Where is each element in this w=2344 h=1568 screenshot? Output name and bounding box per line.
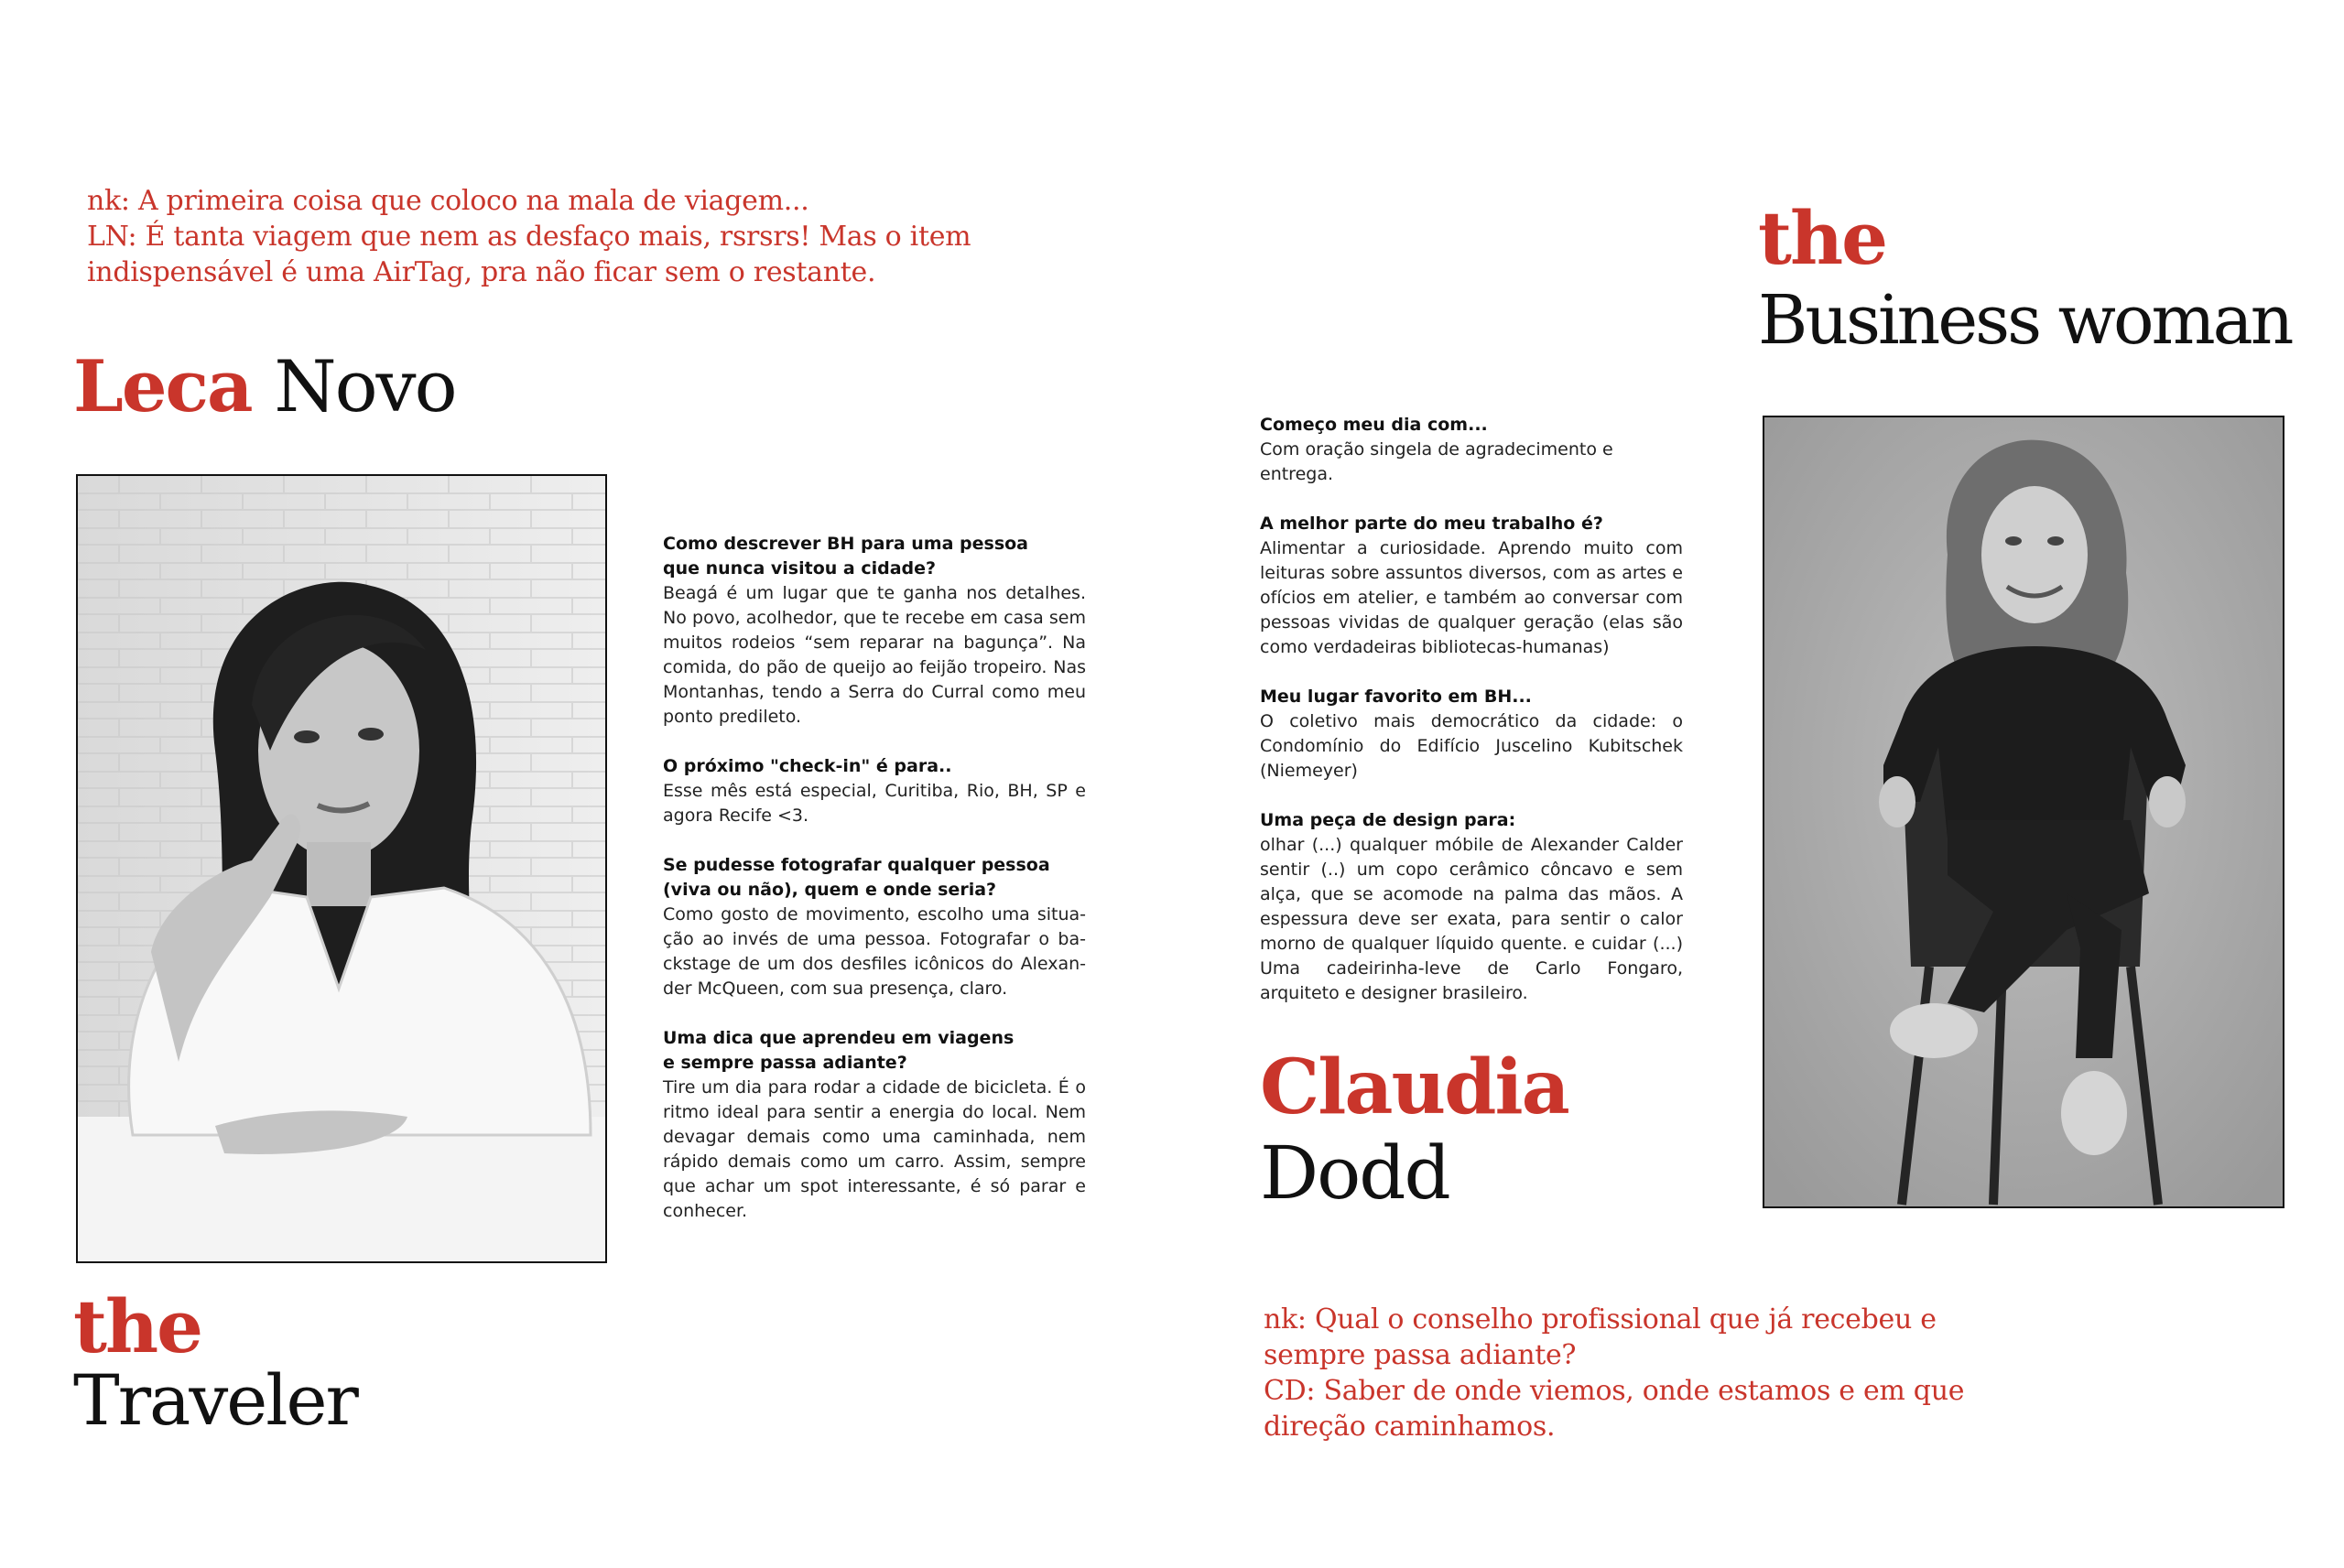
right-quote-line1: nk: Qual o conselho profissional que já recebeu e: [1264, 1303, 1937, 1336]
right-qa-question: Começo meu dia com...: [1260, 415, 1488, 435]
left-tag: [73, 1283, 357, 1441]
left-qa-block: [663, 1026, 1086, 1224]
right-qa-answer: Alimentar a curiosidade. Aprendo muito com leituras sobre assuntos diversos, com as artes e ofícios em atelier, e também ao conversar com pessoas vividas de qualquer geração (elas são como verdadeiras bibliotecas-humanas): [1260, 538, 1683, 657]
right-name-heading: [1260, 1044, 1568, 1216]
right-qa-block: [1260, 512, 1683, 660]
left-qa-answer: Beagá é um lugar que te ganha nos detalhes. No povo, acolhedor, que te recebe em casa sem muitos rodeios “sem reparar na bagunça”. Na comida, do pão de queijo ao feijão tropeiro. Nas Montanhas, tendo a Serra do Curral como meu ponto predileto.: [663, 583, 1086, 727]
right-quote-line4: direção caminhamos.: [1264, 1411, 1556, 1443]
right-qa-question: Meu lugar favorito em BH...: [1260, 687, 1532, 707]
right-quote-line3: CD: Saber de onde viemos, onde estamos e em que: [1264, 1375, 1965, 1407]
portrait-photo-icon: [1764, 417, 2283, 1206]
left-qa-answer: Esse mês está especial, Curitiba, Rio, BH, SP e agora Recife <3.: [663, 781, 1086, 826]
right-portrait-photo: [1763, 416, 2284, 1208]
left-qa-question: Como descrever BH para uma pessoa: [663, 534, 1028, 554]
right-tag: [1758, 197, 2291, 362]
right-qa-question: A melhor parte do meu trabalho é?: [1260, 514, 1603, 534]
left-tag-role: Traveler: [73, 1359, 357, 1441]
left-name-first: Leca: [73, 345, 252, 428]
right-bottom-quote: [1264, 1302, 1964, 1444]
left-qa-block: [663, 532, 1086, 730]
right-qa-answer: O coletivo mais democrático da cidade: o Condomínio do Edifício Juscelino Kubitschek (Niemeyer): [1260, 711, 1683, 781]
left-qa-question: Se pudesse fotografar qualquer pessoa: [663, 855, 1050, 875]
left-qa-question: que nunca visitou a cidade?: [663, 558, 937, 579]
right-qa-question: Uma peça de design para:: [1260, 810, 1516, 830]
left-name-heading: [73, 346, 456, 428]
left-qa-block: [663, 754, 1086, 828]
left-qa-block: [663, 853, 1086, 1001]
left-qa-answer: Como gosto de movimento, escolho uma situa-ção ao invés de uma pessoa. Fotografar o ba-ckstage de um dos desfiles icônicos do Alexan-der McQueen, com sua presença, claro.: [663, 904, 1086, 999]
right-name-last: Dodd: [1260, 1130, 1449, 1216]
left-quote-line1: nk: A primeira coisa que coloco na mala de viagem...: [87, 185, 809, 217]
right-qa-block: [1260, 808, 1683, 1006]
right-qa-block: [1260, 413, 1683, 487]
portrait-photo-icon: [78, 476, 605, 1261]
left-quote-line3: indispensável é uma AirTag, pra não ficar sem o restante.: [87, 256, 876, 288]
left-tag-the: the: [73, 1283, 202, 1369]
right-qa-block: [1260, 685, 1683, 784]
right-qa-answer: Com oração singela de agradecimento e entrega.: [1260, 439, 1613, 484]
right-quote-line2: sempre passa adiante?: [1264, 1339, 1577, 1371]
right-qa-answer: olhar (...) qualquer móbile de Alexander Calder sentir (..) um copo cerâmico côncavo e sem alça, que se acomode na palma das mãos. A espessura deve ser exata, para sentir o calor morno de qualquer líquido quente. e cuidar (...) Uma cadeirinha-leve de Carlo Fongaro, arquiteto e designer brasileiro.: [1260, 835, 1683, 1003]
left-name-last: Novo: [274, 346, 456, 428]
right-qa-column: [1260, 413, 1683, 1031]
right-tag-the: the: [1758, 195, 1887, 281]
left-quote-line2: LN: É tanta viagem que nem as desfaço mais, rsrsrs! Mas o item: [87, 221, 971, 253]
left-qa-question: O próximo "check-in" é para..: [663, 756, 952, 776]
left-qa-answer: Tire um dia para rodar a cidade de bicicleta. É o ritmo ideal para sentir a energia do local. Nem devagar demais como uma caminhada, nem rápido demais como um carro. Assim, sempre que achar um spot interessante, é só parar e conhecer.: [663, 1077, 1086, 1221]
left-qa-question: Uma dica que aprendeu em viagens: [663, 1028, 1015, 1048]
left-portrait-photo: [76, 474, 607, 1263]
right-name-first: Claudia: [1260, 1044, 1568, 1131]
left-top-quote: [87, 183, 971, 290]
right-tag-role: Business woman: [1758, 281, 2292, 360]
left-qa-question: e sempre passa adiante?: [663, 1053, 907, 1073]
left-qa-question: (viva ou não), quem e onde seria?: [663, 880, 997, 900]
left-qa-column: [663, 532, 1086, 1249]
